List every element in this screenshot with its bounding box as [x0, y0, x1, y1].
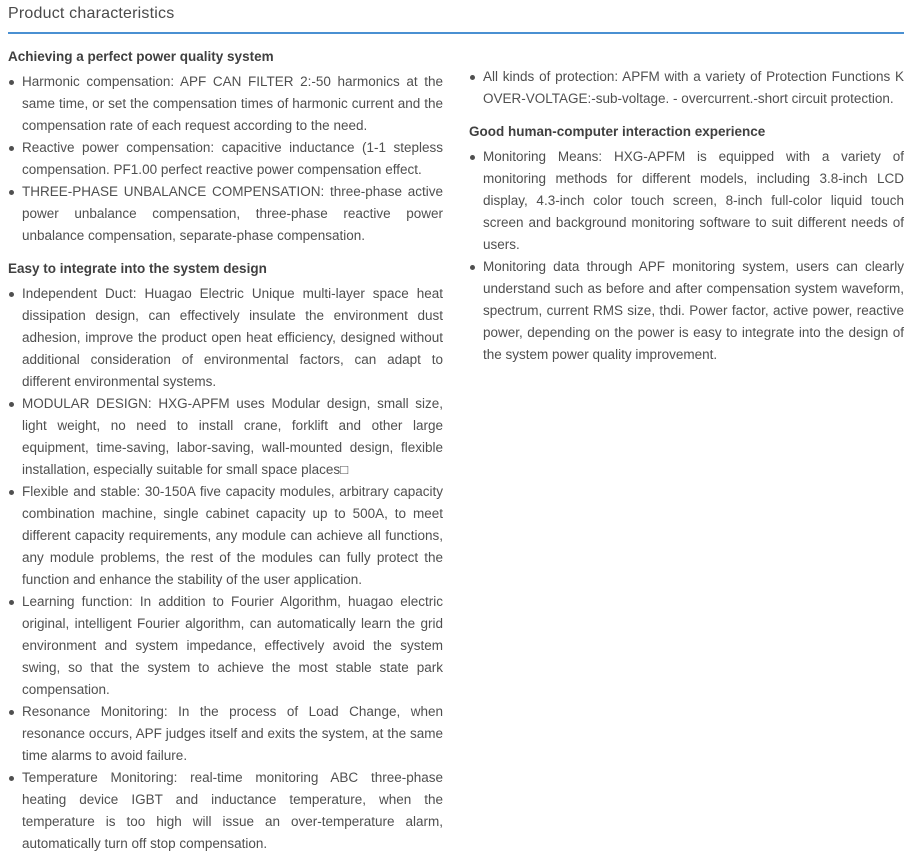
bullet-list [8, 71, 443, 247]
section-protection [469, 66, 904, 110]
bullet-list [469, 146, 904, 366]
bullet-list [8, 283, 443, 855]
bullet-item: MODULAR DESIGN: HXG-APFM uses Modular design, small size, light weight, no need to install crane, forklift and other large equipment, time-saving, labor-saving, wall-mounted design, flexible installation, especially suitable for small space places□ [8, 393, 443, 481]
section-heading: Good human-computer interaction experience [469, 124, 766, 139]
bullet-item: Reactive power compensation: capacitive inductance (1-1 stepless compensation. PF1.00 perfect reactive power compensation effect. [8, 137, 443, 181]
left-column [8, 34, 443, 855]
section-hci-experience [469, 122, 904, 366]
right-column [469, 34, 904, 366]
section-system-design [8, 259, 443, 855]
content-columns [8, 34, 904, 855]
section-heading: Achieving a perfect power quality system [8, 49, 274, 64]
bullet-item: Resonance Monitoring: In the process of Load Change, when resonance occurs, APF judges itself and exits the system, at the same time alarms to avoid failure. [8, 701, 443, 767]
bullet-item: Monitoring data through APF monitoring system, users can clearly understand such as before and after compensation system waveform, spectrum, current RMS size, thdi. Power factor, active power, reactive power, depending on the power is easy to integrate into the design of the system power quality improvement. [469, 256, 904, 366]
bullet-item: Temperature Monitoring: real-time monitoring ABC three-phase heating device IGBT and inductance temperature, when the temperature is too high will issue an over-temperature alarm, automatically turn off stop compensation. [8, 767, 443, 855]
section-power-quality [8, 47, 443, 247]
bullet-item: THREE-PHASE UNBALANCE COMPENSATION: three-phase active power unbalance compensation, three-phase reactive power unbalance compensation, separate-phase compensation. [8, 181, 443, 247]
page-title: Product characteristics [8, 5, 175, 22]
bullet-item: Flexible and stable: 30-150A five capacity modules, arbitrary capacity combination machine, single cabinet capacity up to 500A, to meet different capacity requirements, any module can achieve all functions, any module problems, the rest of the modules can fully protect the function and enhance the stability of the user application. [8, 481, 443, 591]
bullet-item: Monitoring Means: HXG-APFM is equipped with a variety of monitoring methods for different models, including 3.8-inch LCD display, 4.3-inch color touch screen, 8-inch full-color liquid touch screen and background monitoring software to suit different needs of users. [469, 146, 904, 256]
bullet-item: Independent Duct: Huagao Electric Unique multi-layer space heat dissipation design, can effectively insulate the environment dust adhesion, improve the product open heat efficiency, designed without additional consideration of environmental factors, can adapt to different environmental systems. [8, 283, 443, 393]
bullet-list [469, 66, 904, 110]
bullet-item: Harmonic compensation: APF CAN FILTER 2:-50 harmonics at the same time, or set the compensation times of harmonic current and the compensation rate of each request according to the need. [8, 71, 443, 137]
bullet-item: Learning function: In addition to Fourier Algorithm, huagao electric original, intelligent Fourier algorithm, can automatically learn the grid environment and system impedance, effectively avoid the system swing, so that the system to achieve the most stable state park compensation. [8, 591, 443, 701]
bullet-item: All kinds of protection: APFM with a variety of Protection Functions K OVER-VOLTAGE:-sub-voltage. - overcurrent.-short circuit protection. [469, 66, 904, 110]
section-heading: Easy to integrate into the system design [8, 261, 267, 276]
